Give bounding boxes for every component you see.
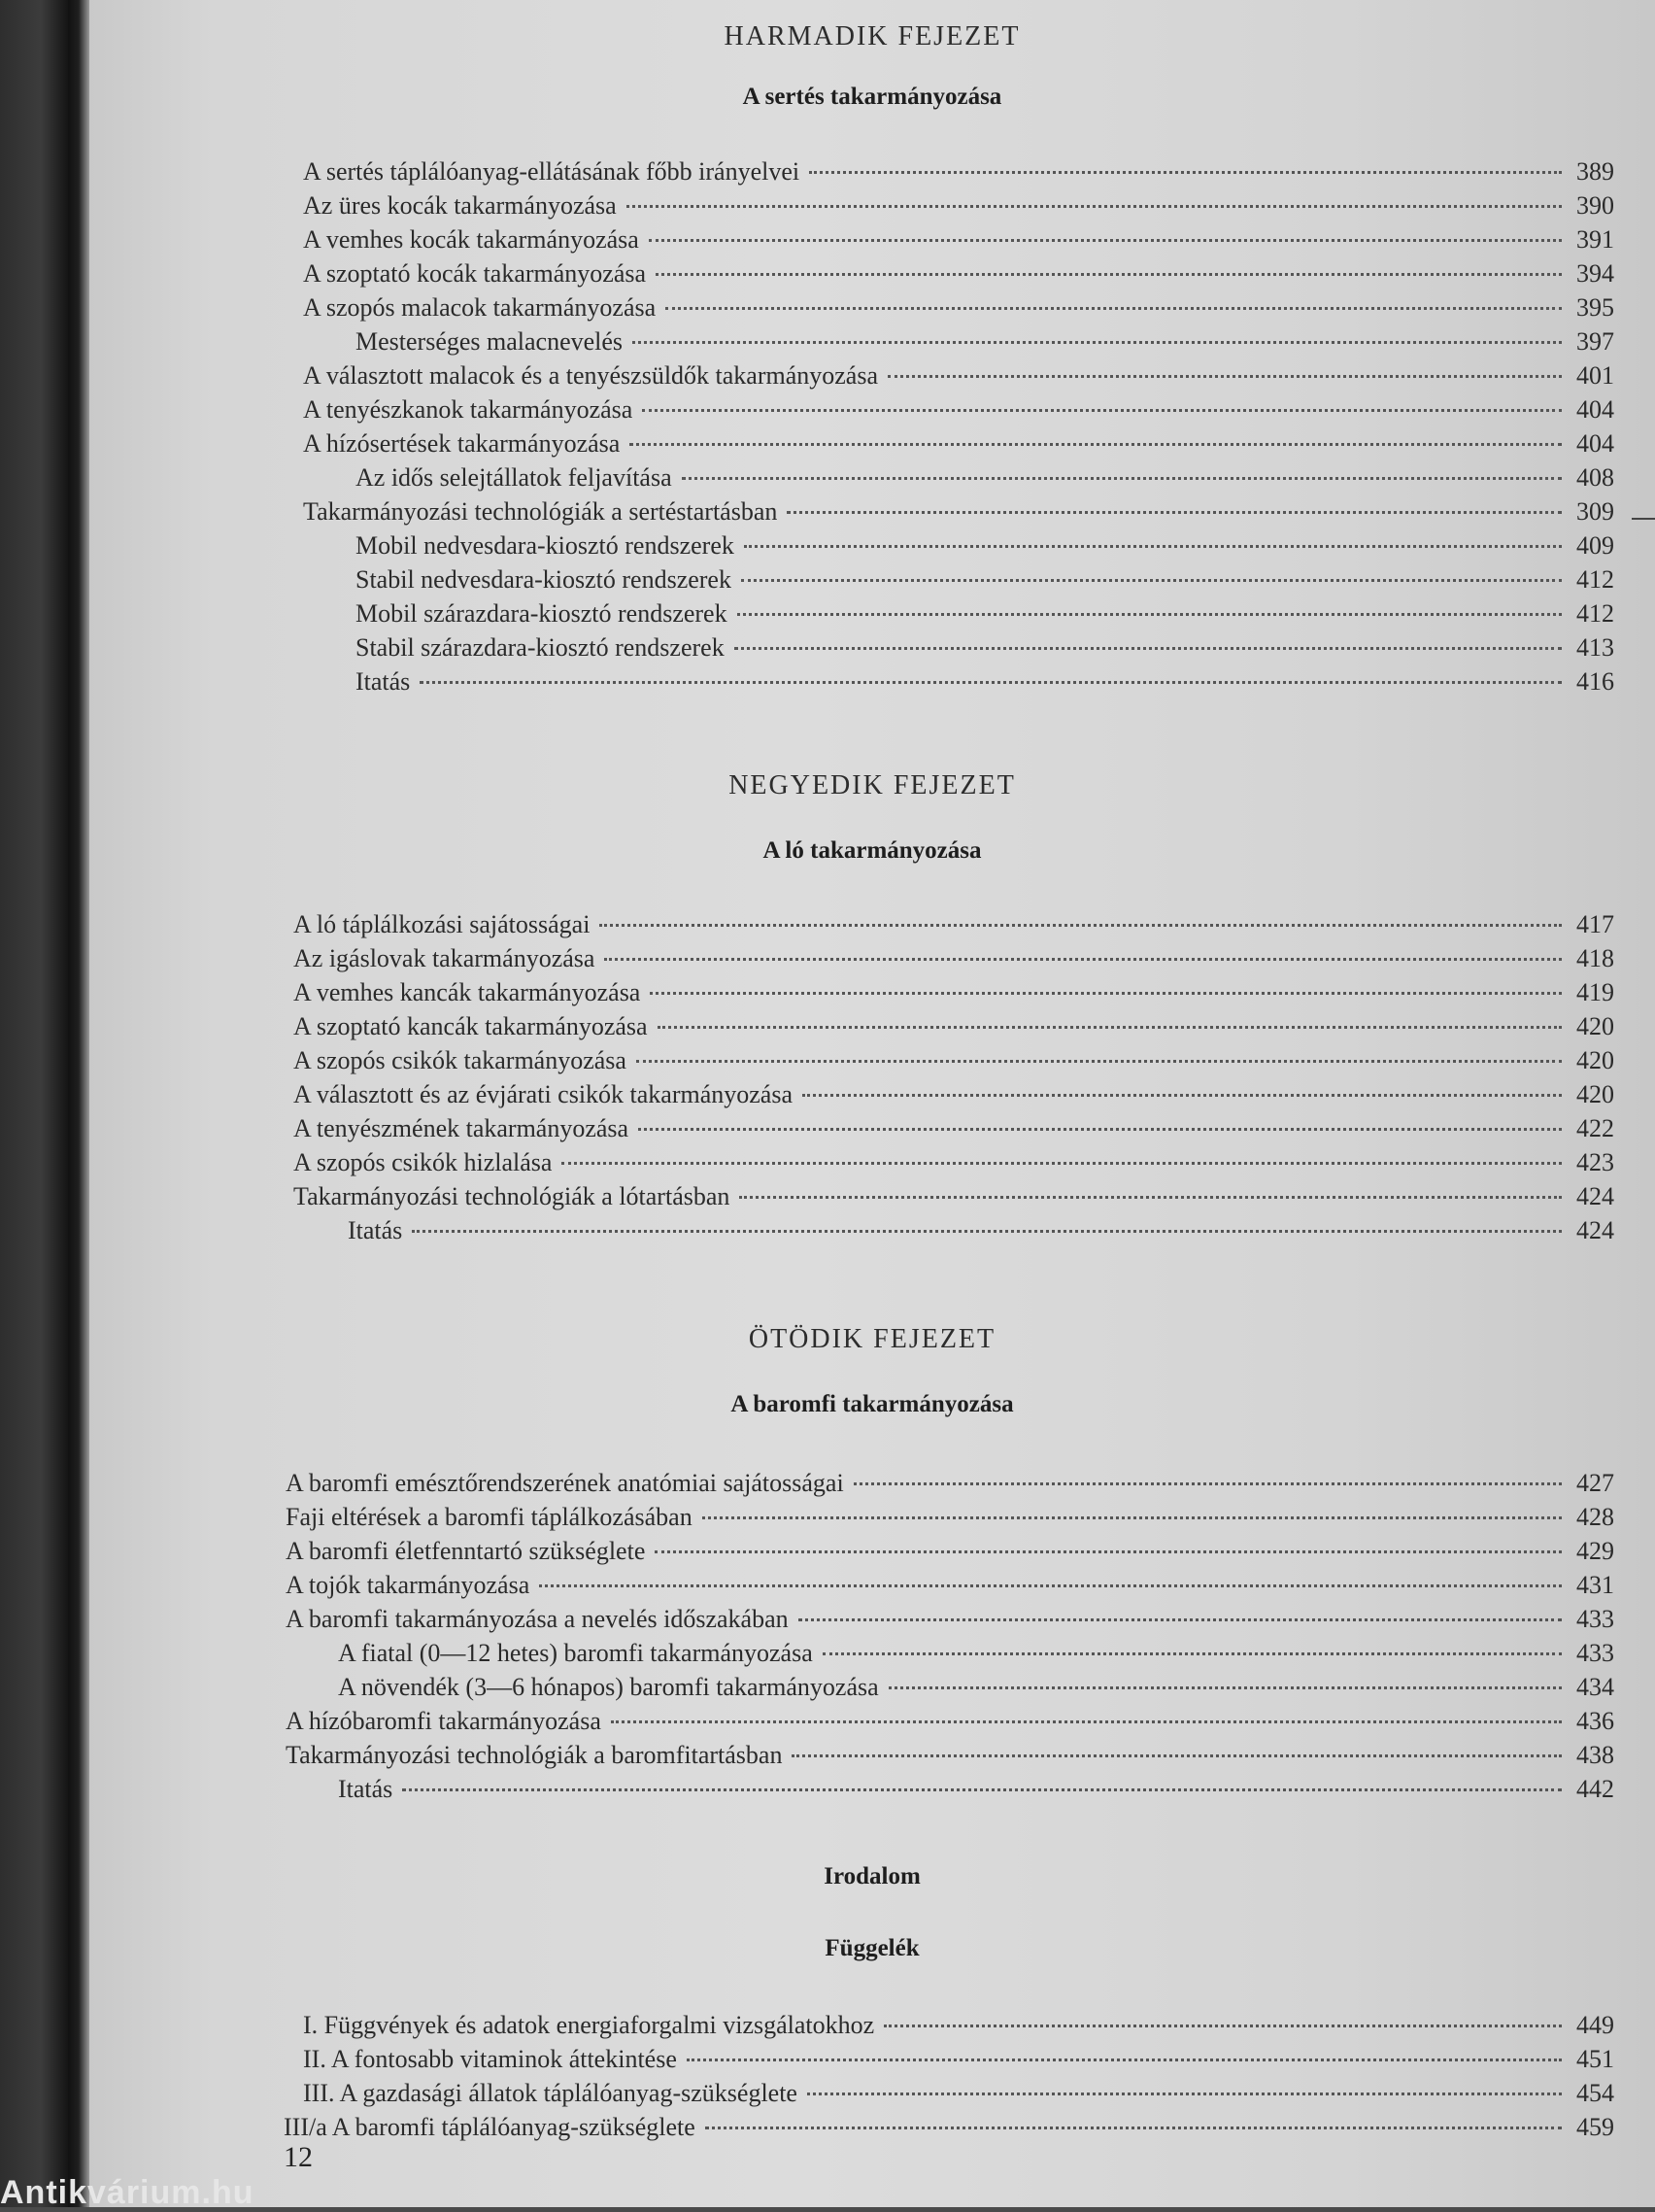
toc-entry-page: 420 [1576,1080,1614,1108]
toc-entry [355,325,1614,358]
chapter-subtitle-4: A ló takarmányozása [762,837,982,864]
toc-entry [348,1214,1614,1247]
leader-dots [888,375,1562,378]
toc-entry-page: 424 [1576,1182,1614,1210]
toc-entry-label: A sertés táplálóanyag-ellátásának főbb irányelvei [303,157,800,186]
page-gutter [68,0,89,2207]
toc-entry-label: A fiatal (0—12 hetes) baromfi takarmányozása [338,1639,813,1667]
toc-entry [303,189,1614,222]
toc-entry-page: 418 [1576,944,1614,972]
toc-entry [303,427,1614,460]
toc-entry-page: 454 [1576,2079,1614,2107]
toc-entry [303,393,1614,426]
chapter-heading-3: HARMADIK FEJEZET [724,21,1021,51]
toc-entry-label: Az igáslovak takarmányozása [293,944,595,972]
toc-entry [303,223,1614,256]
leader-dots [682,477,1562,480]
toc-entry [303,291,1614,324]
leader-dots [734,647,1562,650]
toc-entry-page: 412 [1576,565,1614,594]
toc-entry-label: A vemhes kancák takarmányozása [293,978,641,1006]
toc-entry-page: 309 [1576,497,1614,526]
leader-dots [650,992,1562,995]
leader-dots [656,273,1562,276]
toc-entry-label: III/a A baromfi táplálóanyag-szükséglete [284,2113,695,2141]
fuggelek-heading: Függelék [825,1935,920,1961]
toc-entry-page: 395 [1576,293,1614,322]
toc-entry-page: 420 [1576,1046,1614,1074]
toc-entry-label: A ló táplálkozási sajátosságai [293,910,591,938]
toc-entry-page: 436 [1576,1707,1614,1735]
watermark: Antikvárium.hu [0,2174,254,2211]
leader-dots [636,1060,1562,1063]
toc-entry-label: I. Függvények és adatok energiaforgalmi vizsgálatokhoz [303,2011,875,2039]
leader-dots [739,1196,1562,1199]
leader-dots [420,681,1562,684]
toc-entry-label: Takarmányozási technológiák a baromfitartásban [286,1741,783,1769]
toc-entry-label: A szoptató kocák takarmányozása [303,259,647,288]
leader-dots [787,511,1562,514]
toc-entry [293,1010,1614,1043]
toc-entry-page: 438 [1576,1741,1614,1769]
toc-entry-page: 417 [1576,910,1614,938]
toc-entry [303,495,1614,528]
toc-entry [284,2111,1614,2144]
toc-entry-page: 401 [1576,361,1614,390]
toc-entry-label: III. A gazdasági állatok táplálóanyag-szükséglete [303,2079,797,2107]
leader-dots [655,1550,1562,1553]
toc-entry [355,597,1614,630]
toc-entry-label: Itatás [348,1216,403,1244]
toc-entry [355,665,1614,698]
toc-entry [293,1112,1614,1145]
toc-entry-page: 394 [1576,259,1614,288]
leader-dots [687,2059,1562,2061]
toc-entry-label: A szopós csikók hizlalása [293,1148,553,1176]
toc-entry-label: Takarmányozási technológiák a sertéstartásban [303,497,778,526]
leader-dots [823,1652,1562,1655]
toc-entry-page: 449 [1576,2011,1614,2039]
toc-entry-label: Stabil nedvesdara-kiosztó rendszerek [355,565,731,594]
toc-entry-label: Faji eltérések a baromfi táplálkozásában [286,1503,692,1531]
toc-entry-page: 459 [1576,2113,1614,2141]
toc-entry [303,155,1614,188]
toc-entry-page: 422 [1576,1114,1614,1142]
toc-entry-page: 408 [1576,463,1614,492]
leader-dots [802,1094,1562,1097]
irodalom-heading: Irodalom [824,1863,921,1889]
toc-entry-page: 413 [1576,633,1614,662]
leader-dots [599,924,1562,927]
leader-dots [792,1754,1562,1757]
toc-entry-label: Stabil szárazdara-kiosztó rendszerek [355,633,725,662]
toc-entry-page: 390 [1576,191,1614,220]
toc-entry-page: 423 [1576,1148,1614,1176]
toc-entry-label: A tenyészmének takarmányozása [293,1114,629,1142]
leader-dots [705,2127,1562,2129]
leader-dots [638,1128,1562,1131]
leader-dots [737,613,1562,616]
toc-entry-label: A baromfi emésztőrendszerének anatómiai sajátosságai [286,1469,844,1497]
toc-entry-label: A baromfi életfenntartó szükséglete [286,1537,646,1565]
toc-entry [286,1467,1614,1500]
toc-entry-page: 451 [1576,2045,1614,2073]
toc-entry [303,2009,1614,2042]
leader-dots [702,1516,1562,1519]
toc-entry-label: A tenyészkanok takarmányozása [303,395,633,424]
toc-entry-label: A baromfi takarmányozása a nevelés időszakában [286,1605,789,1633]
toc-entry-label: A növendék (3—6 hónapos) baromfi takarmányozása [338,1673,879,1701]
toc-entry-page: 428 [1576,1503,1614,1531]
leader-dots [807,2093,1562,2095]
toc-entry-label: A választott malacok és a tenyészsüldők takarmányozása [303,361,879,390]
leader-dots [658,1026,1562,1029]
leader-dots [629,443,1562,446]
toc-entry-label: Itatás [338,1775,393,1803]
toc-entry-page: 412 [1576,599,1614,628]
toc-entry-page: 404 [1576,429,1614,458]
toc-entry [293,1044,1614,1077]
leader-dots [665,307,1562,310]
leader-dots [632,341,1562,344]
leader-dots [539,1584,1562,1587]
toc-entry [293,1146,1614,1179]
toc-entry-page: 433 [1576,1639,1614,1667]
leader-dots [561,1162,1562,1165]
toc-entry-page: 391 [1576,225,1614,254]
toc-entry [338,1773,1614,1806]
toc-entry-label: Itatás [355,667,411,696]
leader-dots [649,239,1562,242]
leader-dots [884,2025,1562,2027]
toc-entry-label: Takarmányozási technológiák a lótartásban [293,1182,730,1210]
toc-entry [355,563,1614,596]
leader-dots [626,205,1562,208]
toc-entry [355,631,1614,664]
book-page [89,0,1655,2207]
toc-entry-label: A hízóbaromfi takarmányozása [286,1707,601,1735]
toc-entry-label: A szopós csikók takarmányozása [293,1046,626,1074]
toc-entry [293,976,1614,1009]
toc-entry-page: 433 [1576,1605,1614,1633]
leader-dots [604,958,1562,961]
chapter-subtitle-3: A sertés takarmányozása [742,84,1002,110]
leader-dots [611,1720,1562,1723]
toc-entry-label: Mobil szárazdara-kiosztó rendszerek [355,599,727,628]
chapter-subtitle-5: A baromfi takarmányozása [730,1391,1014,1417]
leader-dots [798,1618,1562,1621]
toc-entry-page: 429 [1576,1537,1614,1565]
toc-entry [286,1535,1614,1568]
leader-dots [744,545,1562,548]
chapter-heading-4: NEGYEDIK FEJEZET [728,770,1016,800]
toc-entry [303,359,1614,392]
toc-entry-label: II. A fontosabb vitaminok áttekintése [303,2045,677,2073]
toc-entry [303,2043,1614,2076]
toc-entry-page: 404 [1576,395,1614,424]
toc-entry-label: A szopós malacok takarmányozása [303,293,657,322]
toc-entry-page: 419 [1576,978,1614,1006]
toc-entry-page: 442 [1576,1775,1614,1803]
leader-dots [642,409,1562,412]
toc-entry-page: 434 [1576,1673,1614,1701]
toc-entry-page: 397 [1576,327,1614,356]
toc-entry [293,908,1614,941]
toc-entry [303,257,1614,290]
toc-entry-page: 424 [1576,1216,1614,1244]
toc-entry [293,942,1614,975]
leader-dots [412,1230,1562,1233]
toc-entry [286,1739,1614,1772]
toc-entry [286,1603,1614,1636]
leader-dots [741,579,1562,582]
toc-entry-label: Az idős selejtállatok feljavítása [355,463,672,492]
toc-entry [355,529,1614,562]
leader-dots [809,171,1562,174]
toc-entry [286,1569,1614,1602]
toc-entry-label: A vemhes kocák takarmányozása [303,225,639,254]
chapter-heading-5: ÖTÖDIK FEJEZET [748,1324,996,1354]
toc-entry [338,1671,1614,1704]
margin-pencil-mark [1632,518,1655,520]
toc-entry-label: Mesterséges malacnevelés [355,327,624,356]
toc-entry [293,1078,1614,1111]
toc-entry [303,2077,1614,2110]
leader-dots [854,1482,1562,1485]
toc-entry [338,1637,1614,1670]
page-number: 12 [284,2141,313,2173]
toc-entry-page: 420 [1576,1012,1614,1040]
toc-entry-label: A választott és az évjárati csikók takarmányozása [293,1080,794,1108]
toc-entry-page: 431 [1576,1571,1614,1599]
leader-dots [402,1788,1562,1791]
toc-entry-page: 409 [1576,531,1614,560]
book-spine [0,0,68,2207]
toc-entry [355,461,1614,494]
toc-entry-page: 389 [1576,157,1614,186]
toc-entry-page: 416 [1576,667,1614,696]
toc-entry-label: Az üres kocák takarmányozása [303,191,617,220]
toc-entry-page: 427 [1576,1469,1614,1497]
toc-entry [286,1501,1614,1534]
toc-entry-label: A szoptató kancák takarmányozása [293,1012,648,1040]
toc-entry-label: A hízósertések takarmányozása [303,429,621,458]
toc-entry-label: A tojók takarmányozása [286,1571,530,1599]
toc-entry [293,1180,1614,1213]
toc-entry-label: Mobil nedvesdara-kiosztó rendszerek [355,531,734,560]
toc-entry [286,1705,1614,1738]
leader-dots [889,1686,1562,1689]
